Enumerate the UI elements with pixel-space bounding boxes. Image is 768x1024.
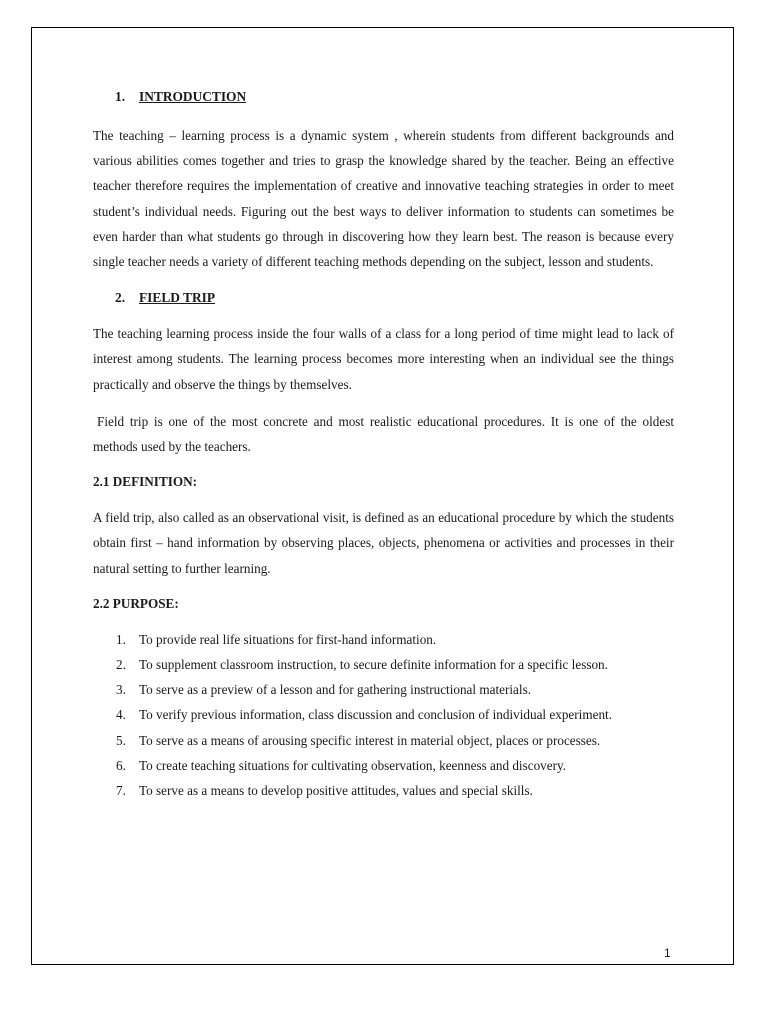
page-number: 1	[664, 946, 671, 960]
section-2-heading	[115, 287, 674, 309]
field-trip-paragraph-2: Field trip is one of the most concrete and most realistic educational procedures. It is one of the oldest methods used by the teachers.	[93, 413, 674, 455]
list-item-text: To supplement classroom instruction, to secure definite information for a specific lesson.	[139, 657, 608, 673]
list-item	[116, 627, 674, 652]
section-1-number: 1.	[115, 89, 126, 104]
list-item	[116, 652, 674, 677]
document-body	[93, 86, 674, 803]
list-item-text: To serve as a preview of a lesson and for gathering instructional materials.	[139, 682, 532, 698]
section-1-heading	[115, 86, 674, 108]
list-item-number: 6.	[116, 757, 126, 773]
introduction-paragraph: The teaching – learning process is a dynamic system , wherein students from different backgrounds and various abilities comes together and tries to grasp the knowledge shared by the teacher. Being an effective teacher therefore requires the implementation of creative and innovative teaching strategies in order to meet student’s individual needs. Figuring out the best ways to deliver information to students can sometimes be even harder than what students go through in discovering how they learn best. The reason is because every single teacher needs a variety of different teaching methods depending on the subject, lesson and students.	[93, 128, 674, 270]
section-1-title: INTRODUCTION	[139, 89, 247, 104]
field-trip-paragraph-1: The teaching learning process inside the four walls of a class for a long period of time might lead to lack of interest among students. The learning process becomes more interesting when an individual see the things practically and observe the things by themselves.	[93, 326, 674, 392]
list-item	[116, 753, 674, 778]
list-item-text: To provide real life situations for first-hand information.	[139, 631, 437, 647]
list-item-text: To serve as a means of arousing specific interest in material object, places or processes.	[139, 732, 601, 748]
list-item-number: 3.	[116, 682, 126, 698]
purpose-heading: 2.2 PURPOSE:	[93, 595, 179, 611]
list-item-number: 7.	[116, 783, 126, 799]
list-item	[116, 728, 674, 753]
definition-paragraph: A field trip, also called as an observational visit, is defined as an educational procedure by which the students obtain first – hand information by observing places, objects, phenomena or activities and processes in their natural setting to further learning.	[93, 510, 674, 576]
list-item-text: To verify previous information, class discussion and conclusion of individual experiment.	[139, 707, 612, 723]
section-2-number: 2.	[115, 290, 126, 306]
purpose-list	[93, 627, 674, 803]
list-item	[116, 677, 674, 702]
list-item-number: 2.	[116, 657, 126, 673]
list-item-number: 5.	[116, 732, 126, 748]
list-item	[116, 778, 674, 803]
list-item-text: To serve as a means to develop positive attitudes, values and special skills.	[139, 783, 533, 799]
section-2-title: FIELD TRIP	[139, 290, 216, 306]
definition-heading: 2.1 DEFINITION:	[93, 474, 198, 490]
list-item-number: 1.	[116, 631, 126, 647]
list-item	[116, 702, 674, 727]
list-item-number: 4.	[116, 707, 126, 723]
list-item-text: To create teaching situations for cultivating observation, keenness and discovery.	[139, 757, 567, 773]
